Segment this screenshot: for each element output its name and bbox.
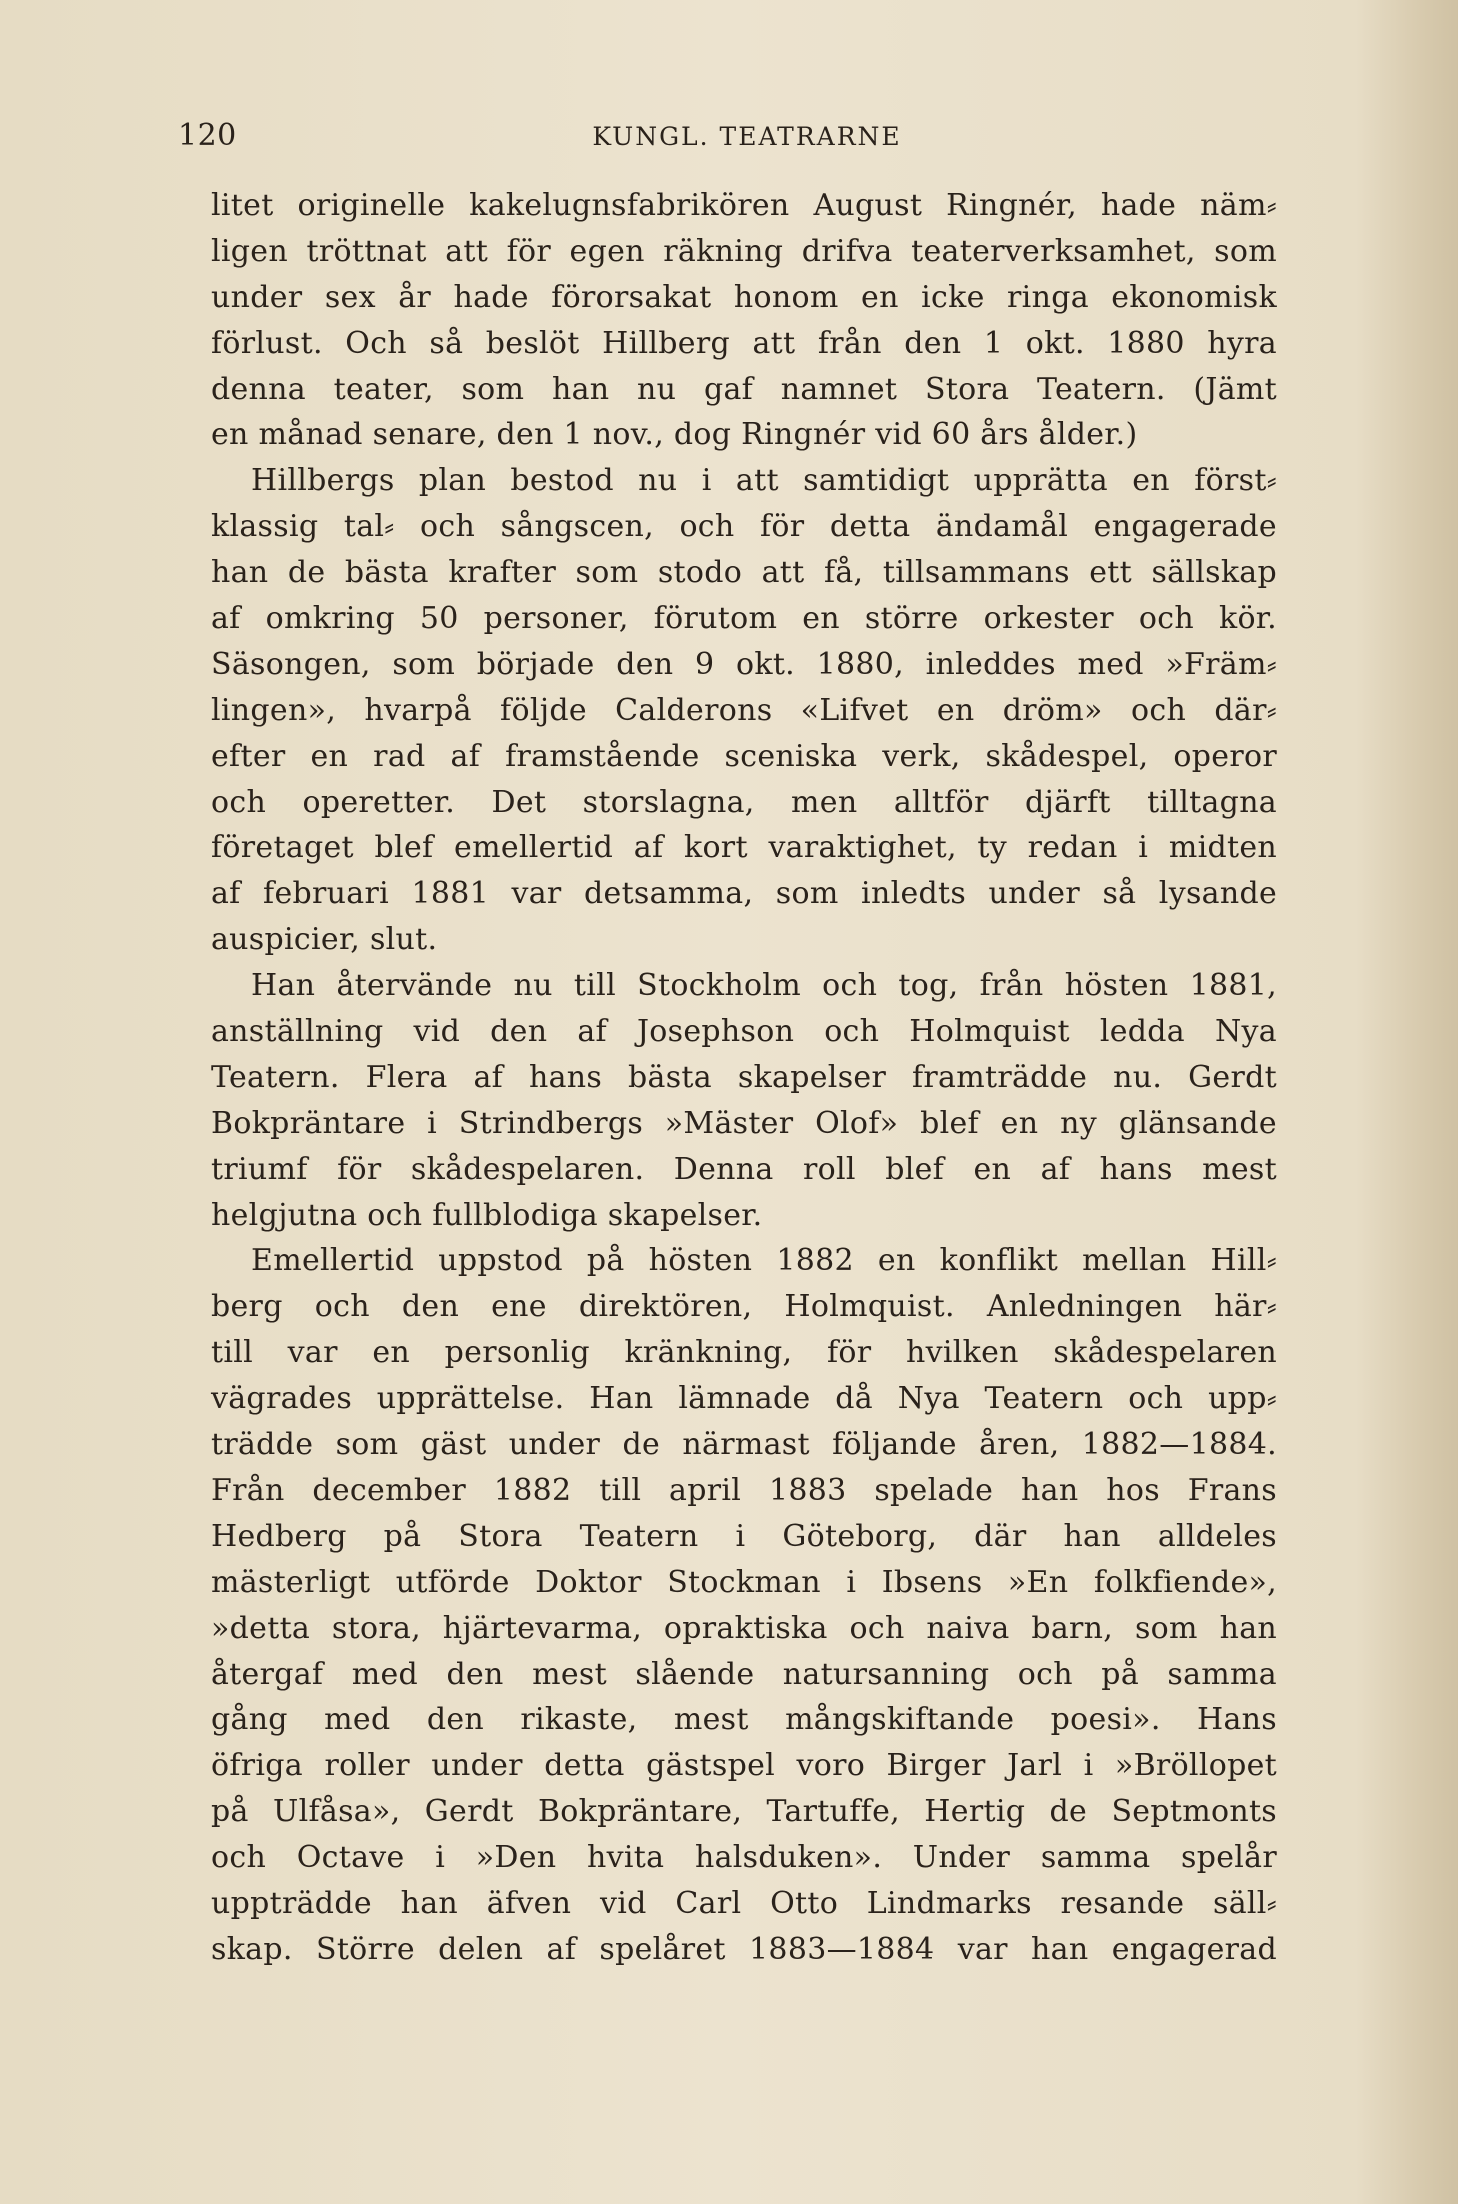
text-line: Han återvände nu till Stockholm och tog, från hösten 1881, [251,968,1277,1004]
text-line: skap. Större delen af spelåret 1883—1884 var han engagerad [211,1931,1277,1967]
text-line: klassig tal⸗ och sångscen, och för detta ändamål engagerade [211,509,1277,545]
text-line: öfriga roller under detta gästspel voro Birger Jarl i »Bröllopet [211,1748,1277,1784]
text-line: gång med den rikaste, mest mångskiftande poesi». Hans [211,1702,1277,1738]
text-line: och Octave i »Den hvita halsduken». Under samma spelår [211,1840,1277,1876]
text-line: litet originelle kakelugnsfabrikören August Ringnér, hade näm⸗ [211,188,1277,223]
text-line: denna teater, som han nu gaf namnet Stora Teatern. (Jämt [211,371,1277,407]
text-line: under sex år hade förorsakat honom en icke ringa ekonomisk [211,279,1277,315]
text-line: Bokpräntare i Strindbergs »Mäster Olof» blef en ny glänsande [211,1105,1277,1141]
text-line: efter en rad af framstående sceniska verk, skådespel, operor [211,738,1277,774]
text-line: uppträdde han äfven vid Carl Otto Lindmarks resande säll⸗ [211,1885,1277,1921]
text-line: Emellertid uppstod på hösten 1882 en konflikt mellan Hill⸗ [251,1243,1277,1279]
text-line: af omkring 50 personer, förutom en större orkester och kör. [211,601,1277,637]
text-line: berg och den ene direktören, Holmquist. Anledningen här⸗ [211,1289,1277,1325]
text-line: Säsongen, som började den 9 okt. 1880, inleddes med »Främ⸗ [211,646,1277,682]
text-line: förlust. Och så beslöt Hillberg att från den 1 okt. 1880 hyra [211,325,1277,361]
text-line: återgaf med den mest slående natursanning och på samma [211,1656,1277,1692]
text-line: på Ulfåsa», Gerdt Bokpräntare, Tartuffe, Hertig de Septmonts [211,1794,1277,1830]
text-line: Teatern. Flera af hans bästa skapelser framträdde nu. Gerdt [211,1059,1277,1095]
text-line: till var en personlig kränkning, för hvilken skådespelaren [211,1335,1277,1371]
text-line: lingen», hvarpå följde Calderons «Lifvet en dröm» och där⸗ [211,692,1277,728]
text-line: auspicier, slut. [211,922,438,958]
text-line: ligen tröttnat att för egen räkning drifva teaterverksamhet, som [211,233,1277,269]
text-line: triumf för skådespelaren. Denna roll blef en af hans mest [211,1151,1277,1187]
text-line: vägrades upprättelse. Han lämnade då Nya Teatern och upp⸗ [211,1381,1277,1417]
body-text [211,183,1277,1973]
page-header [178,118,1276,158]
text-line: företaget blef emellertid af kort varaktighet, ty redan i midten [211,830,1277,866]
text-line: anställning vid den af Josephson och Holmquist ledda Nya [211,1014,1277,1050]
text-line: »detta stora, hjärtevarma, opraktiska och naiva barn, som han [211,1610,1277,1646]
text-line: af februari 1881 var detsamma, som inledts under så lysande [211,876,1277,912]
text-line: en månad senare, den 1 nov., dog Ringnér vid 60 års ålder.) [211,417,1138,453]
text-line: han de bästa krafter som stodo att få, tillsammans ett sällskap [211,555,1277,591]
text-line: trädde som gäst under de närmast följande åren, 1882—1884. [211,1427,1277,1463]
text-line: mästerligt utförde Doktor Stockman i Ibsens »En folkfiende», [211,1564,1277,1600]
page-number: 120 [178,118,237,153]
text-line: Hedberg på Stora Teatern i Göteborg, där han alldeles [211,1518,1277,1554]
text-line: helgjutna och fullblodiga skapelser. [211,1197,763,1233]
text-line: Hillbergs plan bestod nu i att samtidigt upprätta en först⸗ [251,463,1277,499]
text-line: Från december 1882 till april 1883 spelade han hos Frans [211,1472,1277,1508]
text-line: och operetter. Det storslagna, men alltför djärft tilltagna [211,784,1277,820]
running-head: KUNGL. TEATRARNE [592,122,902,151]
